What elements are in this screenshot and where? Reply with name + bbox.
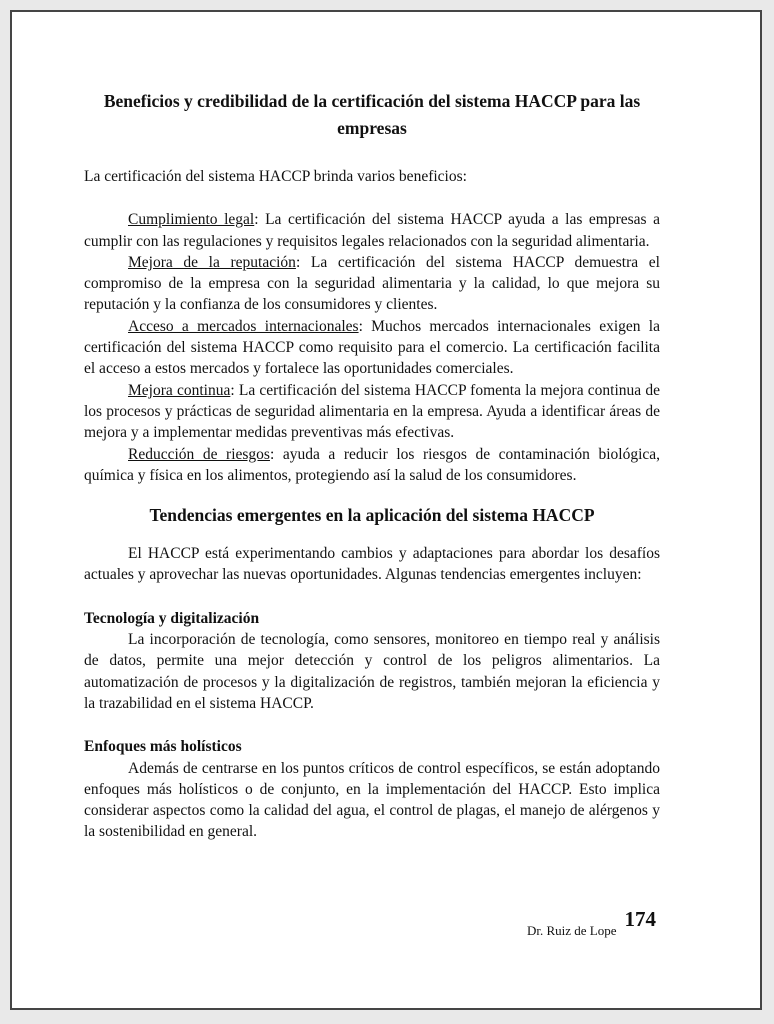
- footer-author: Dr. Ruiz de Lope: [526, 923, 617, 938]
- benefit-lead-mercados: Acceso a mercados internacionales: [128, 317, 359, 335]
- benefit-body-mercados: : Muchos mercados internacionales exigen la certificación del sistema HACCP como requisito para el comercio. La certificación facilita el acceso a estos mercados y fortalece las oportunidades comerciales.: [84, 317, 660, 378]
- section-title-tendencias: Tendencias emergentes en la aplicación del sistema HACCP: [149, 505, 595, 526]
- benefit-lead-riesgos: Reducción de riesgos: [128, 445, 270, 463]
- benefit-paragraph-mejora-continua: [84, 380, 660, 444]
- page-footer: [526, 907, 656, 938]
- benefit-body-riesgos: : ayuda a reducir los riesgos de contaminación biológica, química y física en los alimentos, protegiendo así la salud de los consumidores.: [84, 445, 661, 484]
- benefit-lead-mejora-continua: Mejora continua: [128, 381, 231, 399]
- benefit-paragraph-mercados: [84, 316, 660, 380]
- document-page: [10, 10, 762, 1010]
- sub-heading-enfoques: Enfoques más holísticos: [84, 738, 242, 756]
- benefit-lead-reputacion: Mejora de la reputación: [128, 253, 296, 271]
- enfoques-paragraph: Además de centrarse en los puntos críticos de control específicos, se están adoptando enfoques más holísticos o de conjunto, en la implementación del HACCP. Esto implica considerar aspectos como la calidad del agua, el control de plagas, el manejo de alérgenos y la sostenibilidad en general.: [84, 759, 660, 841]
- page-title: Beneficios y credibilidad de la certificación del sistema HACCP para las empresas: [103, 91, 641, 138]
- benefit-body-mejora-continua: : La certificación del sistema HACCP fomenta la mejora continua de los procesos y prácticas de seguridad alimentaria en la empresa. Ayuda a identificar áreas de mejora y a implementar medidas preventivas más efectivas.: [84, 381, 660, 442]
- tecnologia-paragraph: La incorporación de tecnología, como sensores, monitoreo en tiempo real y análisis de datos, permite una mejor detección y control de los peligros alimentarios. La automatización de procesos y la digitalización de registros, también mejoran la eficiencia y la trazabilidad en el sistema HACCP.: [84, 631, 660, 712]
- page-number: 174: [624, 907, 656, 931]
- benefit-body-legal: : La certificación del sistema HACCP ayuda a las empresas a cumplir con las regulaciones y requisitos legales relacionados con la seguridad alimentaria.: [84, 211, 660, 250]
- benefit-body-reputacion: : La certificación del sistema HACCP demuestra el compromiso de la empresa con la seguridad alimentaria y la calidad, lo que mejora su reputación y la confianza de los consumidores y clientes.: [84, 253, 660, 314]
- benefit-paragraph-reputacion: [84, 252, 660, 316]
- benefit-paragraph-riesgos: [84, 444, 660, 487]
- trends-intro-paragraph: El HACCP está experimentando cambios y adaptaciones para abordar los desafíos actuales y aprovechar las nuevas oportunidades. Algunas tendencias emergentes incluyen:: [84, 545, 660, 584]
- benefit-lead-legal: Cumplimiento legal: [128, 211, 255, 229]
- benefit-paragraph-legal: [84, 209, 660, 252]
- intro-paragraph: La certificación del sistema HACCP brinda varios beneficios:: [84, 168, 467, 185]
- sub-heading-tecnologia: Tecnología y digitalización: [84, 609, 260, 627]
